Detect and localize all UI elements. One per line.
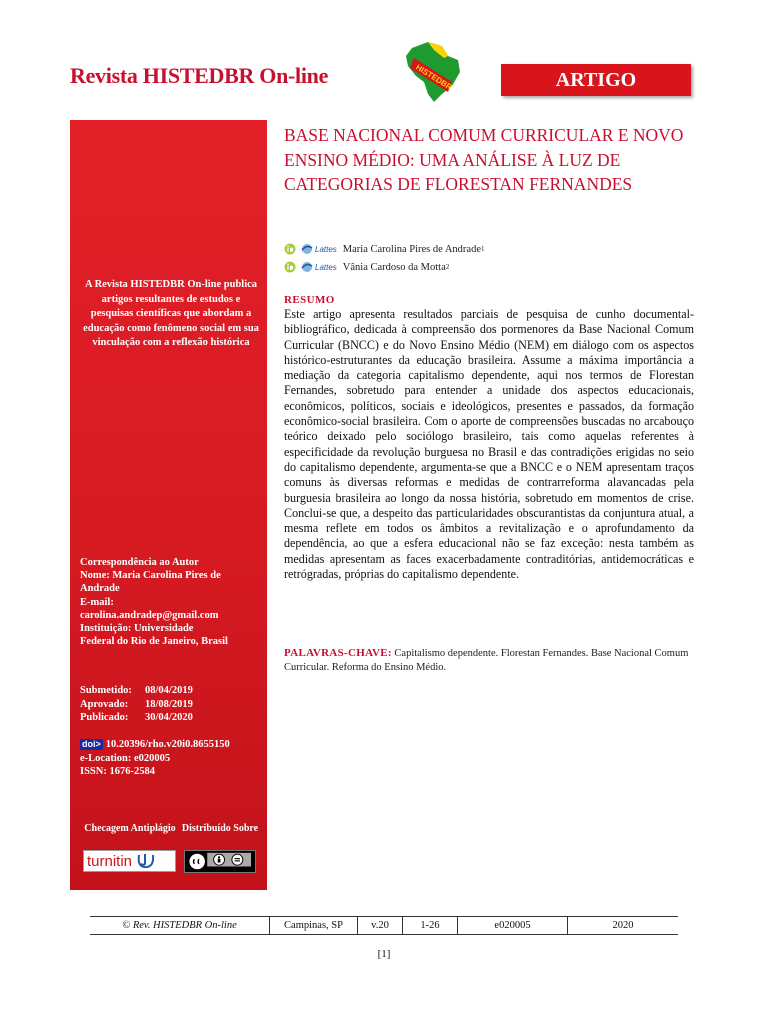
- doi-link[interactable]: 10.20396/rho.v20i0.8655150: [105, 739, 230, 750]
- lattes-label[interactable]: Lattes: [315, 244, 337, 254]
- issn: ISSN: 1676-2584: [80, 766, 155, 777]
- correspondence-name-cont: Andrade: [80, 583, 120, 595]
- correspondence-institution-cont: Federal do Rio de Janeiro, Brasil: [80, 636, 228, 648]
- elocation: e-Location: e020005: [80, 752, 171, 764]
- distribution-label: Distribuído Sobre: [181, 823, 259, 834]
- correspondence-email[interactable]: carolina.andradep@gmail.com: [80, 609, 219, 621]
- footer-elocation: e020005: [458, 917, 568, 934]
- footer-journal: © Rev. HISTEDBR On-line: [90, 917, 270, 934]
- correspondence-heading: Correspondência ao Autor: [80, 557, 199, 568]
- keywords-heading: PALAVRAS-CHAVE:: [284, 647, 392, 659]
- footer-volume: v.20: [358, 917, 403, 934]
- article-title: BASE NACIONAL COMUM CURRICULAR E NOVO ENSINO MÉDIO: UMA ANÁLISE À LUZ DE CATEGORIAS DE FLORESTAN FERNANDES: [284, 125, 684, 194]
- page-number: [1]: [377, 948, 391, 960]
- footer-pages: 1-26: [403, 917, 458, 934]
- histedbr-logo: [398, 36, 468, 106]
- author-name: Vânia Cardoso da Motta: [342, 261, 446, 273]
- author-row-1: [284, 241, 485, 257]
- abstract-text: Este artigo apresenta resultados parciais de pesquisa de cunho documental-bibliográfico, dedicada à compreensão dos pormenores da Base Nacional Comum Curricular (BNCC) e do Novo Ensino Médio (NEM) em diálogo com os aspectos histórico-estruturantes da educação brasileira. Assume a máxima importância a mediação da categoria capitalismo dependente, aqui nos termos de Florestan Fernandes, sobretudo para entender a unidade dos aspectos educacionais, econômicos, políticos, sociais e ideológicos, presentes e passados, da formação econômico-social brasileira. Com o aporte de compreensões buscadas no arcabouço teórico deixado pelo sociólogo brasileiro, tais como aquelas referentes à especificidade da revolução burguesa no Brasil e das contradições erigidas no seio do capitalismo dependente, argumenta-se que a BNCC e o NEM apresentam traços comuns às diversas reformas e medidas de contrarreforma alavancadas pela burguesia brasileira ao longo da nossa história, sobretudo em momentos de crise. Conclui-se que, a despeito das particularidades obscurantistas da conjuntura atual, a mesma reflete em todos os âmbitos a revitalização e o aprofundamento da dependência, ao que a esfera educacional não se faz exceção: nesta também as medidas apresentam as faces exacerbadamente contraditórias, antidemocráticas e retrógradas, próprias do capitalismo dependente.: [284, 307, 694, 582]
- author-row-2: [284, 259, 449, 275]
- lattes-icon[interactable]: [300, 243, 314, 255]
- logo-text: HISTEDBR: [414, 62, 454, 92]
- date-row-submitted: Submetido: 08/04/2019: [80, 685, 193, 696]
- lattes-icon[interactable]: [300, 261, 314, 273]
- footer-citation-table: [90, 916, 678, 935]
- author-name: Maria Carolina Pires de Andrade: [342, 243, 482, 255]
- correspondence-block: [80, 556, 266, 648]
- date-row-published: Publicado: 30/04/2020: [80, 712, 193, 723]
- correspondence-email-label: E-mail:: [80, 596, 114, 608]
- keywords: [284, 646, 694, 675]
- author-footnote-mark: 2: [445, 263, 450, 271]
- lattes-label[interactable]: Lattes: [315, 262, 337, 272]
- journal-description: A Revista HISTEDBR On-line publica artigos resultantes de estudos e pesquisas científicas que abordam a educação como fenômeno social em sua vinculação com a reflexão histórica: [83, 279, 259, 348]
- dates-block: [80, 684, 193, 725]
- orcid-icon[interactable]: [284, 243, 296, 255]
- date-row-approved: Aprovado: 18/08/2019: [80, 698, 193, 710]
- identifiers-block: [80, 738, 230, 779]
- correspondence-institution: Instituição: Universidade: [80, 623, 194, 635]
- author-footnote-mark: 1: [481, 245, 485, 253]
- orcid-icon[interactable]: [284, 261, 296, 273]
- footer-location: Campinas, SP: [270, 917, 358, 934]
- doi-icon: doi>: [82, 739, 101, 749]
- plagiarism-check-label: Checagem Antiplágio: [84, 823, 176, 834]
- doi-line[interactable]: [80, 738, 230, 752]
- section-badge: ARTIGO: [501, 64, 691, 96]
- abstract-heading: RESUMO: [284, 294, 335, 306]
- correspondence-name: Nome: Maria Carolina Pires de: [80, 570, 221, 582]
- turnitin-label: turnitin: [87, 852, 133, 870]
- turnitin-logo-icon: [135, 852, 157, 870]
- turnitin-badge[interactable]: [83, 850, 176, 872]
- keywords-text: Capitalismo dependente. Florestan Fernandes. Base Nacional Comum Curricular. Reforma do Ensino Médio.: [284, 648, 689, 673]
- journal-title: Revista HISTEDBR On-line: [70, 63, 329, 88]
- creative-commons-icon[interactable]: [184, 850, 256, 873]
- footer-year: 2020: [612, 920, 634, 931]
